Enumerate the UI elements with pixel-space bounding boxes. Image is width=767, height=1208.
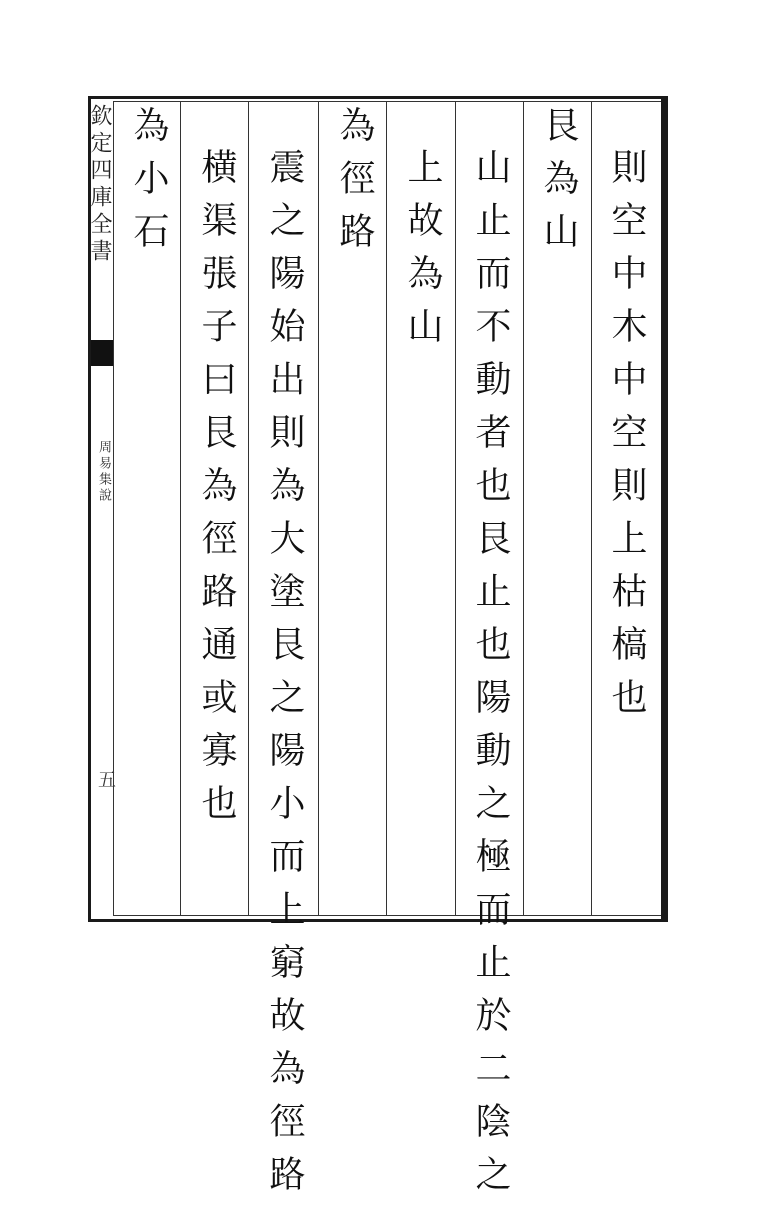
column-divider bbox=[386, 101, 387, 916]
column-divider bbox=[591, 101, 592, 916]
text-column-2: 艮為山 bbox=[538, 106, 579, 265]
text-column-7: 横渠張子曰艮為徑路通或寡也 bbox=[196, 148, 237, 837]
column-divider bbox=[248, 101, 249, 916]
column-divider bbox=[523, 101, 524, 916]
text-column-4: 上故為山 bbox=[402, 148, 443, 360]
text-column-3: 山止而不動者也艮止也陽動之極而止於二陰之 bbox=[470, 148, 511, 1208]
book-title: 欽定四庫全書 bbox=[87, 104, 112, 266]
text-column-5: 為徑路 bbox=[334, 106, 375, 265]
fish-tail-mark bbox=[91, 340, 113, 366]
column-divider bbox=[180, 101, 181, 916]
column-divider bbox=[318, 101, 319, 916]
section-title: 周易集說 bbox=[96, 440, 111, 504]
page-number: 五 bbox=[95, 770, 116, 788]
text-column-8: 為小石 bbox=[128, 106, 169, 265]
text-column-1: 則空中木中空則上枯槁也 bbox=[606, 148, 647, 731]
text-column-6: 震之陽始出則為大塗艮之陽小而上窮故為徑路 bbox=[264, 148, 305, 1208]
column-divider bbox=[455, 101, 456, 916]
